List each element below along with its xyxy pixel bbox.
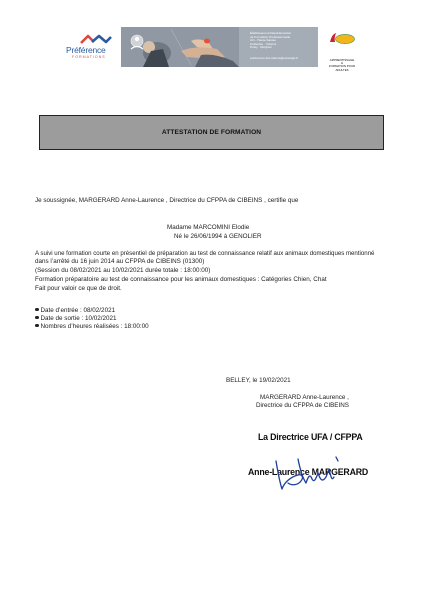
stamp-name: Anne-Laurence MARGERARD bbox=[248, 467, 369, 477]
bullet-icon bbox=[35, 316, 39, 320]
signatory-role: Directrice du CFPPA de CIBEINS bbox=[256, 402, 349, 409]
handwritten-signature-image bbox=[268, 453, 348, 493]
preference-formations-logo bbox=[66, 33, 124, 61]
document-title-box bbox=[39, 115, 384, 150]
signatory-name: MARGERARD Anne-Laurence , bbox=[260, 394, 349, 401]
hands-photo-image bbox=[121, 27, 239, 67]
logo-tagline: FORMATIONS bbox=[72, 55, 106, 59]
stamp-title: La Directrice UFA / CFPPA bbox=[258, 432, 363, 442]
list-item: Date de sortie : 10/02/2021 bbox=[35, 315, 116, 323]
birth-line: Né le 26/06/1994 à GENOLIER bbox=[174, 233, 262, 240]
certify-line: Je soussignée, MARGERARD Anne-Laurence , Directrice du CFPPA de CIBEINS , certifie que bbox=[35, 197, 299, 204]
place-date: BELLEY, le 19/02/2021 bbox=[226, 377, 291, 384]
paragraph-line: Formation préparatoire au test de connaissance pour les animaux domestiques : Catégories Chien, Chat bbox=[35, 276, 327, 283]
apprentissage-label: APPRENTISSAGE & FORMATION POUR ADULTES bbox=[328, 58, 356, 72]
bullet-icon bbox=[35, 308, 39, 312]
header-banner: Établissement Départemental de Formation Professionnelle Ain - Haute-Savoie Ambérieu · Cibeins Poisy · Reignier preference-formations@educagri.fr bbox=[121, 27, 318, 67]
paragraph-line: dans l’arrêté du 16 juin 2014 au CFPPA de CIBEINS (01300) bbox=[35, 258, 205, 265]
trainee-name: Madame MARCOMINI Elodie bbox=[167, 224, 250, 231]
list-item: Date d’entrée : 08/02/2021 bbox=[35, 307, 115, 315]
bullet-icon bbox=[35, 324, 39, 328]
ufa-logo-icon bbox=[329, 32, 355, 44]
list-item: Nombres d’heures réalisées : 18:00:00 bbox=[35, 323, 149, 331]
logo-name: Préférence bbox=[66, 45, 106, 55]
document-title: ATTESTATION DE FORMATION bbox=[161, 129, 262, 136]
paragraph-line: (Session du 08/02/2021 au 10/02/2021 durée totale : 18:00:00) bbox=[35, 267, 211, 274]
paragraph-line: A suivi une formation courte en présentiel de préparation au test de connaissance relatif aux animaux domestiques mentionné bbox=[35, 250, 375, 257]
paragraph-line: Fait pour valoir ce que de droit. bbox=[35, 285, 122, 292]
logo-chevron-icon bbox=[80, 33, 112, 45]
